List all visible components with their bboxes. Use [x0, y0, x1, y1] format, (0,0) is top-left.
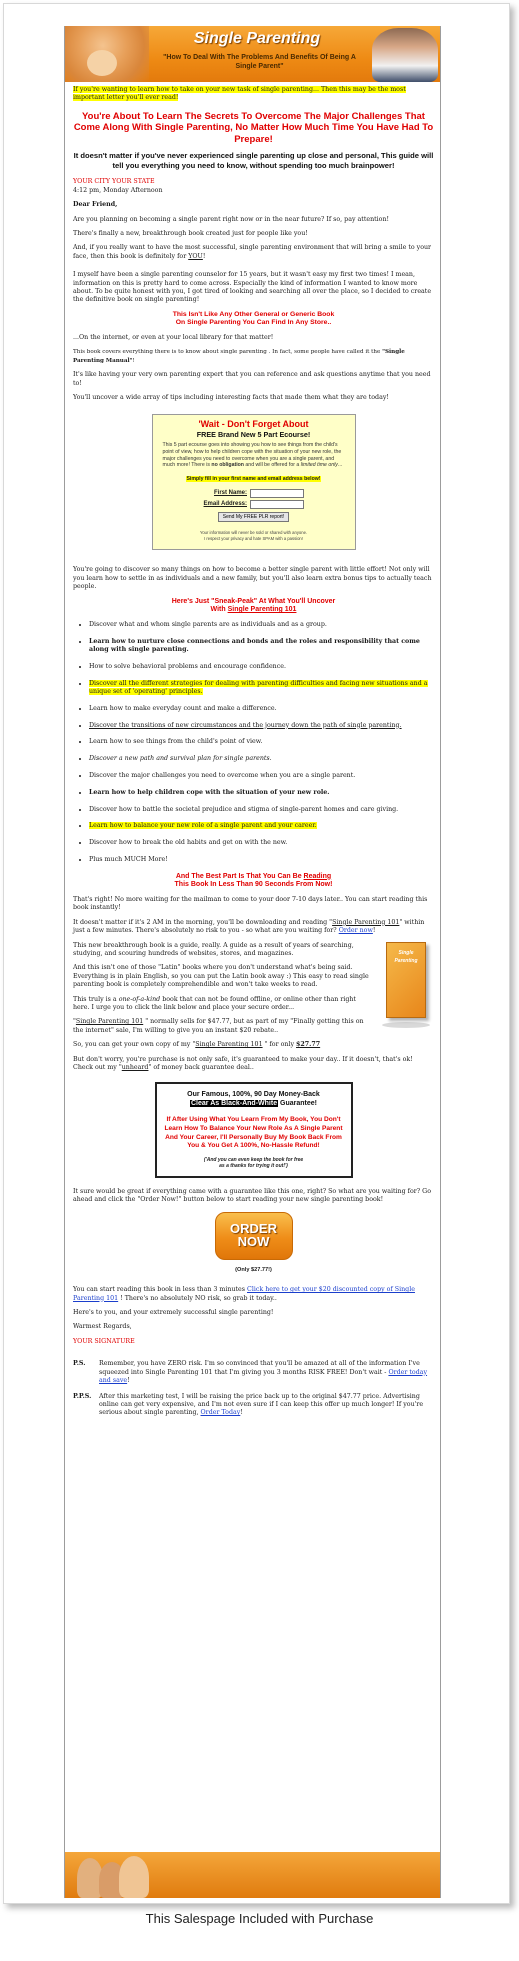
red-callout-line1: This Isn't Like Any Other General or Generic Book — [172, 310, 335, 318]
optin-privacy — [159, 530, 349, 541]
email-label: Email Address: — [203, 501, 247, 508]
best-part-p6-c: " normally sells for $47.77, but as part of my "Finally getting this on the internet" sale, I'm willing to give you an instant $20 rebate.. — [73, 1018, 364, 1034]
guarantee-line1: Our Famous, 100%, 90 Day Money-Back — [187, 1091, 320, 1099]
order-now-link[interactable]: Order now — [338, 927, 373, 935]
best-part-p8-c: " of money back guarantee deal.. — [148, 1064, 254, 1072]
order-price: (Only $27.77!) — [235, 1266, 272, 1273]
best-part-p3: This new breakthrough book is a guide, really. A guide as a result of years of searching, studying, and scouring hundreds of websites, stores, and magazines. — [73, 941, 354, 957]
best-part-p7-price: $27.77 — [296, 1041, 321, 1049]
order-today-link[interactable]: Order Today — [200, 1409, 241, 1417]
guarantee-word: Guarantee! — [278, 1100, 317, 1108]
list-item: • Learn how to help children cope with the situation of your new role. — [89, 789, 434, 797]
body-p7: It's like having your very own parenting expert that you can reference and ask questions anytime that you need to! — [73, 371, 431, 387]
intro-note-text: If you're wanting to learn how to take on your new task of single parenting... Then this may be the most important letter you'll ever read! — [73, 86, 406, 102]
ps-label: P.S. — [73, 1360, 86, 1368]
body-p8: You'll uncover a wide array of tips including interesting facts that made them what they are today! — [73, 394, 389, 401]
privacy-line1: Your information will never be sold or shared with anyone. — [199, 530, 308, 536]
guarantee-black-white: Clear As Black-And-White — [191, 1100, 278, 1108]
guarantee-note-line2: as a thanks for trying it out!') — [219, 1163, 288, 1170]
body-p6-end: ! — [132, 357, 135, 364]
best-part-p7-book: Single Parenting 101 — [195, 1041, 263, 1049]
body-p3 — [73, 244, 434, 261]
best-part-p5-a: This truly is a — [73, 995, 119, 1003]
greeting: Dear Friend, — [73, 201, 118, 209]
best-part-p6-book: Single Parenting 101 — [75, 1018, 144, 1026]
email-row — [159, 500, 349, 509]
best-part-p8-a: But don't worry, you're purchase is not only safe, it's guaranteed to make your day.. If it doesn't, that's ok! Check out my " — [73, 1055, 413, 1072]
header-banner — [65, 26, 441, 82]
sneak-peak-line1: Here's Just "Sneak-Peak" At What You'll Uncover — [171, 597, 336, 605]
pps-text-c: ! — [240, 1409, 243, 1417]
pps-label: P.P.S. — [73, 1392, 92, 1400]
optin-fill-prompt — [159, 475, 349, 483]
body-p4: I myself have been a single parenting counselor for 15 years, but it wasn't easy my first two times! I mean, information on this is pretty hard to come across. Especially the kind of information I wanted to know more about. To be quite honest with you, I got tired of looking and searching all over the place, so I decided to create the definitive book on single parenting! — [73, 271, 432, 304]
ebook-cover-title: Single Parenting — [394, 949, 418, 964]
salespage — [64, 26, 441, 1898]
best-part-p2-e: ! — [372, 927, 376, 935]
list-item: • Discover the transitions of new circumstances and the journey down the path of single parenting. — [89, 722, 434, 730]
benefit-list — [73, 621, 434, 865]
signature: YOUR SIGNATURE — [73, 1337, 135, 1345]
baby-photo — [87, 50, 117, 76]
location: YOUR CITY YOUR STATE — [73, 178, 155, 186]
optin-desc-a: This 5 part ecourse goes into showing you how to see things from the child's point of view, how to help children cope with the situation of your new role, the major challenges you need to overcome when you are a single parent, and much more! There is — [162, 442, 342, 469]
ebook-shadow — [382, 1022, 430, 1028]
pps-text — [99, 1393, 434, 1418]
pps-text-a: After this marketing test, I will be raising the price back up to the original $47.77 price. Advertising online can get very expensive, and I'm not even sure if I can keep this offer up much longer! If you're serious about single parenting, — [99, 1392, 424, 1417]
best-part-p7 — [73, 1041, 434, 1049]
body-p3-end: ! — [202, 252, 206, 260]
list-item: • Discover how to break the old habits and get on with the new. — [89, 839, 434, 847]
header-subtitle: "How To Deal With The Problems And Benefits Of Being A Single Parent" — [163, 54, 356, 70]
guarantee-box — [155, 1082, 353, 1177]
order-today-save-link[interactable]: Order today and save — [99, 1368, 428, 1385]
email-input[interactable] — [250, 500, 304, 509]
list-item: • Plus much MUCH More! — [89, 856, 434, 864]
body-p6-manual: "Single Parenting Manual" — [73, 349, 405, 364]
datetime: 4:12 pm, Monday Afternoon — [73, 186, 163, 194]
best-part-p6-a: " — [73, 1018, 76, 1026]
body-p2: There's finally a new, breakthrough book created just for people like you! — [73, 229, 308, 237]
privacy-line2: I respect your privacy and hate SPAM with a passion! — [204, 535, 303, 541]
order-now-label: ORDER NOW — [230, 1221, 277, 1250]
list-item — [89, 822, 434, 830]
discover-intro: You're going to discover so many things on how to become a better single parent with little effort! Not only will you learn how to settle in as individuals and a new family, but you'll also learn extra bonus tips to actually teach people. — [73, 566, 432, 591]
best-part-line1 — [73, 873, 434, 882]
optin-desc-e: ... — [337, 462, 343, 469]
list-item: • Learn how to nurture close connections and bonds and the roles and responsibility that come along with single parenting. — [89, 638, 434, 655]
red-callout-line2: On Single Parenting You Can Find In Any Store.. — [175, 319, 332, 327]
best-part-p2-a: It doesn't matter if it's 2 AM in the morning, you'll be downloading and reading " — [73, 918, 333, 926]
first-name-row — [159, 489, 349, 498]
list-item-text: Learn how to balance your new role of a single parent and your career. — [89, 822, 317, 830]
header-title: Single Parenting — [193, 30, 321, 47]
location-line — [73, 178, 434, 186]
ps-text-a: Remember, you have ZERO risk. I'm so convinced that you'll be amazed at all of the information I've squeezed into Single Parenting 101 that I'm giving you 3 months RISK FREE! Don't wait - — [99, 1360, 420, 1376]
list-item: • Learn how to make everyday count and make a difference. — [89, 705, 434, 713]
best-part-p2-book: Single Parenting 101 — [332, 918, 400, 926]
best-part-p7-c: " for only — [262, 1041, 297, 1049]
body-p3-text: And, if you really want to have the most successful, single parenting environment that will bring a smile to your face, then this book is definitely for — [73, 244, 432, 260]
list-item: • Learn how to see things from the child's point of view. — [89, 738, 434, 746]
sneak-peak-book: Single Parenting 101 — [227, 606, 297, 614]
best-part-p2 — [73, 919, 434, 936]
ps-text-c: ! — [127, 1377, 130, 1385]
closing-p2 — [73, 1286, 434, 1303]
optin-desc-d: limited time only — [300, 462, 338, 469]
optin-desc-c: and will be offered for a — [243, 462, 301, 469]
list-item: • Discover a new path and survival plan for single parents. — [89, 755, 434, 763]
best-part-line1-text: And The Best Part Is That You Can Be — [175, 872, 304, 880]
sneak-peak-line2 — [73, 606, 434, 615]
best-part-p2-c: " within just a few minutes. There's absolutely no risk to you - so what are you waiting for? — [73, 918, 425, 935]
guarantee-line2 — [163, 1099, 345, 1108]
best-part-p5-c: book that can not be found offline, or online other than right here. I urge you to click the link below and place your secure order... — [73, 995, 356, 1011]
closing-p4: Warmest Regards, — [73, 1323, 132, 1331]
caption: This Salespage Included with Purchase — [145, 1911, 374, 1926]
order-now-button[interactable] — [215, 1212, 293, 1260]
optin-button-row — [159, 512, 349, 522]
intro-note — [73, 86, 434, 103]
optin-subtitle: FREE Brand New 5 Part Ecourse! — [196, 430, 311, 440]
best-part-line2: This Book In Less Than 90 Seconds From Now! — [174, 881, 333, 889]
send-report-button[interactable]: Send My FREE PLR report! — [218, 512, 289, 522]
body-p6-text: This book covers everything there is to know about single parenting . In fact, some people have called it the — [73, 349, 383, 356]
guarantee-promise: If After Using What You Learn From My Book, You Don't Learn How To Balance Your New Role As A Single Parent And Your Career, I'll Personally Buy My Book Back From You & You Get A 100%, No-Hassle Refund! — [164, 1116, 343, 1150]
optin-box — [152, 414, 356, 550]
best-part-heading — [73, 873, 434, 890]
body-p1: Are you planning on becoming a single parent right now or in the near future? If so, pay attention! — [73, 215, 390, 223]
best-part-p5-b: one-of-a-kind — [118, 995, 161, 1003]
list-item-text: Discover all the different strategies for dealing with parenting difficulties and facing new situations and a unique set of 'operating' principles. — [89, 679, 428, 695]
red-callout — [73, 311, 434, 328]
sub-headline: It doesn't matter if you've never experienced single parenting up close and personal, This guide will tell you everything you need to know, without spending too much brainpower! — [73, 151, 434, 170]
author-photo — [372, 28, 438, 82]
footer-banner — [65, 1852, 441, 1898]
closing-p1: It sure would be great if everything came with a guarantee like this one, right? So what are you waiting for? Go ahead and click the "Order Now!" button below to start reading your new single parenting book! — [73, 1187, 431, 1204]
salespage-content — [73, 86, 434, 1425]
list-item — [89, 680, 434, 697]
closing-p2-c: ! There's no absolutely NO risk, so grab it today.. — [118, 1294, 277, 1302]
family-photo-person — [119, 1856, 149, 1898]
sneak-peak-with: With — [210, 606, 228, 614]
body-p3-you: YOU — [188, 252, 203, 260]
best-part-reading: Reading — [303, 872, 332, 880]
best-part-p4: And this isn't one of those "Latin" books where you don't understand what's being said. Everything is in plain English, so you can put the Latin book away :) This easy to read single parenting book is completely comprehendible and won't take weeks to read. — [73, 964, 369, 989]
discount-link[interactable]: Click here to get your $20 discounted copy of Single Parenting 101 — [73, 1286, 415, 1302]
body-p5: ...On the internet, or even at your local library for that matter! — [73, 333, 274, 341]
best-part-p5 — [73, 996, 434, 1013]
ebook-cover-image — [382, 942, 430, 1028]
ebook-cover — [386, 942, 426, 1018]
guarantee-note-line1: ('And you can even keep the book for free — [203, 1156, 304, 1163]
best-part-p7-a: So, you can get your own copy of my " — [73, 1041, 196, 1049]
body-p6 — [73, 348, 434, 365]
pps-block — [73, 1393, 434, 1418]
ps-block — [73, 1360, 434, 1385]
best-part-p8-b: unheard — [121, 1064, 149, 1072]
first-name-label: First Name: — [213, 490, 247, 497]
guarantee-note — [163, 1157, 345, 1170]
list-item: • Discover how to battle the societal prejudice and stigma of single-parent homes and care giving. — [89, 806, 434, 814]
list-item: • Discover the major challenges you need to overcome when you are a single parent. — [89, 772, 434, 780]
main-headline: You're About To Learn The Secrets To Overcome The Major Challenges That Come Along With Single Parenting, No Matter How Much Time You Have Had To Prepare! — [73, 110, 434, 145]
optin-description — [163, 442, 345, 468]
ps-text — [99, 1360, 434, 1385]
closing-p3: Here's to you, and your extremely successful single parenting! — [73, 1309, 274, 1317]
first-name-input[interactable] — [250, 489, 304, 498]
best-part-p1: That's right! No more waiting for the mailman to come to your door 7-10 days later.. You can start reading this book instantly! — [73, 895, 428, 912]
order-section — [73, 1212, 434, 1274]
closing-p2-a: You can start reading this book in less than 3 minutes — [73, 1286, 248, 1294]
best-part-p6 — [73, 1018, 434, 1035]
sneak-peak-heading — [73, 598, 434, 615]
optin-fill-prompt-text: Simply fill in your first name and email address below! — [186, 475, 321, 482]
list-item: • How to solve behavioral problems and encourage confidence. — [89, 663, 434, 671]
optin-desc-b: no obligation — [211, 462, 244, 469]
list-item: • Discover what and whom single parents are as individuals and as a group. — [89, 621, 434, 629]
best-part-p8 — [73, 1056, 434, 1073]
optin-title: 'Wait - Don't Forget About — [198, 419, 309, 430]
